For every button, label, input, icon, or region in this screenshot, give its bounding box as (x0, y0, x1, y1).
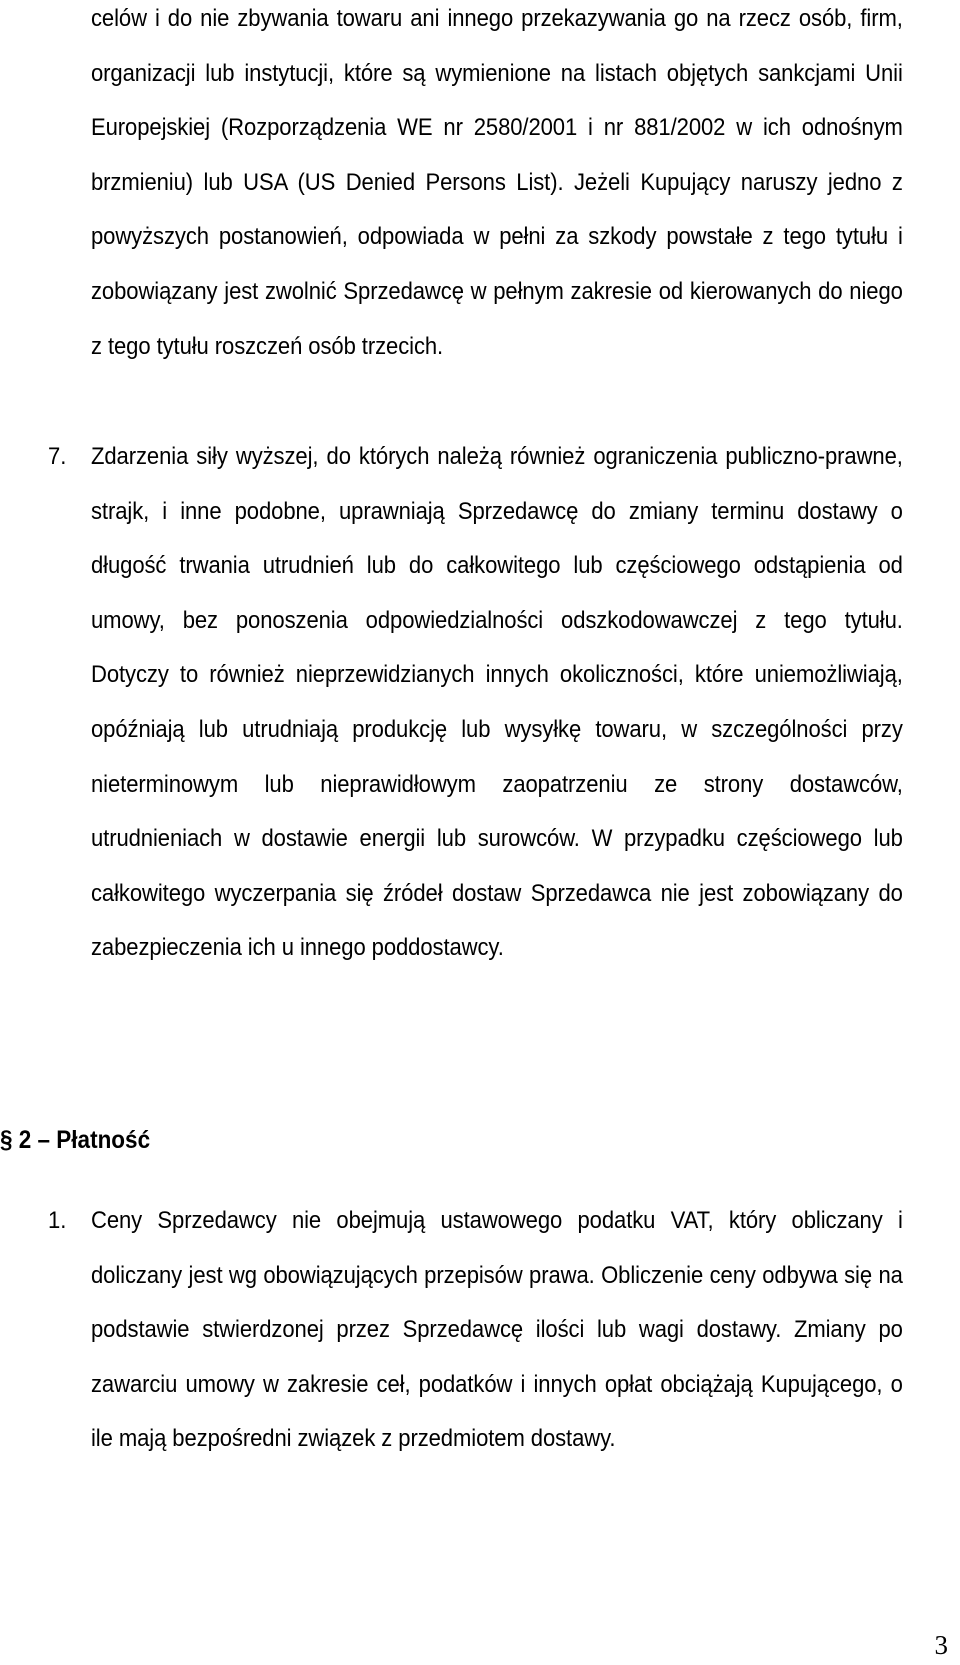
section-mark: § (0, 1126, 13, 1154)
item-1-number: 1. (48, 1207, 67, 1234)
section-heading (0, 1113, 150, 1167)
page-number: 3 (934, 1630, 948, 1660)
section-title: 2 – Płatność (18, 1126, 151, 1154)
continuation-paragraph: celów i do nie zbywania towaru ani innego przekazywania go na rzecz osób, firm, organizacji lub instytucji, które są wymienione na listach objętych sankcjami Unii Europejskiej (Rozporządzenia WE nr 2580/2001 i nr 881/2002 w ich odnośnym brzmieniu) lub USA (US Denied Persons List). Jeżeli Kupujący naruszy jedno z powyższych postanowień, odpowiada w pełni za szkody powstałe z tego tytułu i zobowiązany jest zwolnić Sprzedawcę w pełnym zakresie od kierowanych do niego z tego tytułu roszczeń osób trzecich. (91, 5, 903, 360)
item-7-paragraph: Zdarzenia siły wyższej, do których należą również ograniczenia publiczno-prawne, strajk, i inne podobne, uprawniają Sprzedawcę do zmiany terminu dostawy o długość trwania utrudnień lub do całkowitego lub częściowego odstąpienia od umowy, bez ponoszenia odpowiedzialności odszkodowawczej z tego tytułu. Dotyczy to również nieprzewidzianych innych okoliczności, które uniemożliwiają, opóźniają lub utrudniają produkcję lub wysyłkę towaru, w szczególności przy nieterminowym lub nieprawidłowym zaopatrzeniu ze strony dostawców, utrudnieniach w dostawie energii lub surowców. W przypadku częściowego lub całkowitego wyczerpania się źródeł dostaw Sprzedawca nie jest zobowiązany do zabezpieczenia ich u innego poddostawcy. (91, 443, 903, 962)
item-7-number: 7. (48, 443, 67, 470)
item-1-paragraph: Ceny Sprzedawcy nie obejmują ustawowego podatku VAT, który obliczany i doliczany jest wg obowiązujących przepisów prawa. Obliczenie ceny odbywa się na podstawie stwierdzonej przez Sprzedawcę ilości lub wagi dostawy. Zmiany po zawarciu umowy w zakresie ceł, podatków i innych opłat obciążają Kupującego, o ile mają bezpośredni związek z przedmiotem dostawy. (91, 1207, 903, 1453)
